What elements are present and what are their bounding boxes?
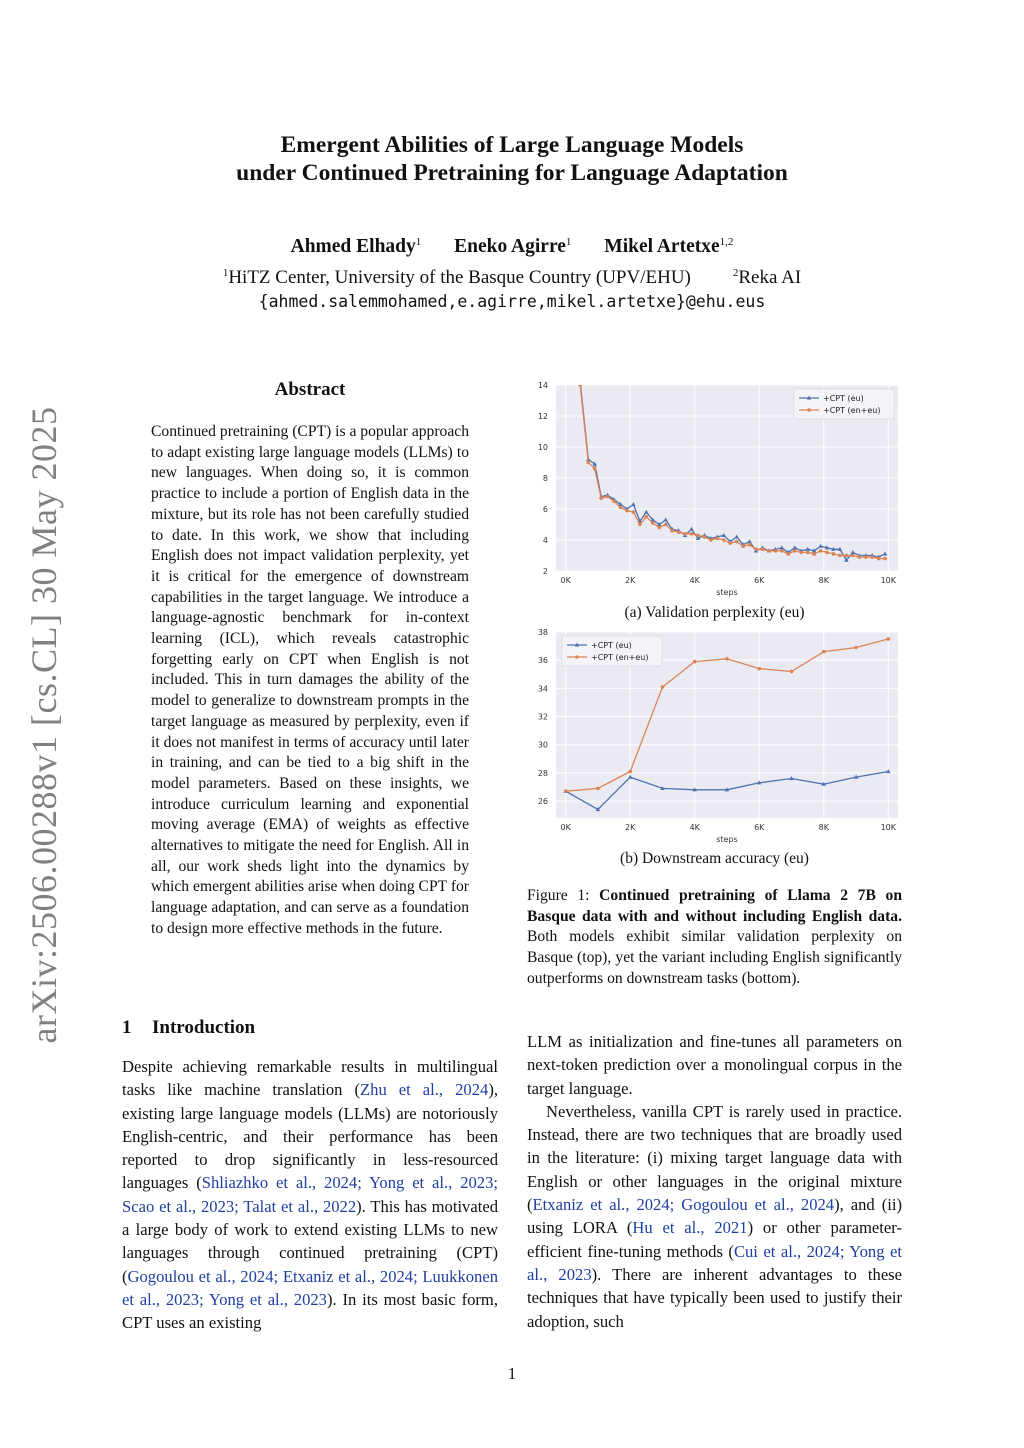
data-point bbox=[748, 543, 752, 547]
paragraph: Despite achieving remarkable results in multilingual tasks like machine translation (Zhu et al., 2024), existing large language models (LLMs) are notoriously English-centric, and their performance has been reported to drop significantly in less-resourced languages (Shliazhko et al., 2024; Yong et al., 2023; Scao et al., 2023; Talat et al., 2022). This has motivated a large body of work to extend existing LLMs to new languages through continued pretraining (CPT) (Gogoulou et al., 2024; Etxaniz et al., 2024; Luukkonen et al., 2023; Yong et al., 2023). In its most basic form, CPT uses an existing bbox=[122, 1057, 498, 1333]
x-axis-label: steps bbox=[716, 588, 738, 597]
y-tick-label: 12 bbox=[537, 412, 548, 421]
data-point bbox=[825, 551, 829, 555]
data-point bbox=[586, 461, 590, 465]
data-point bbox=[661, 685, 665, 689]
section-heading-introduction: 1 Introduction bbox=[122, 1017, 256, 1038]
citation-link[interactable]: Gogoulou et al., 2024; Etxaniz et al., 2024; Luukkonen et al., 2023; Yong et al., 2023 bbox=[122, 1266, 498, 1309]
data-point bbox=[757, 667, 761, 671]
x-tick-label: 2K bbox=[625, 823, 636, 832]
x-tick-label: 10K bbox=[880, 823, 897, 832]
author: Mikel Artetxe$^{1,2}$ bbox=[604, 236, 734, 257]
x-tick-label: 2K bbox=[625, 576, 636, 585]
x-tick-label: 10K bbox=[880, 576, 897, 585]
data-point bbox=[670, 529, 674, 533]
data-point bbox=[683, 532, 687, 536]
title-line-1: Emergent Abilities of Large Language Models bbox=[280, 132, 744, 158]
author-list bbox=[0, 229, 1024, 260]
x-tick-label: 6K bbox=[754, 823, 765, 832]
y-tick-label: 36 bbox=[537, 656, 548, 666]
data-point bbox=[703, 535, 707, 539]
paragraph: Nevertheless, vanilla CPT is rarely used in practice. Instead, there are two techniques that are broadly used in the literature: (i) mixing target language data with English or other languages in the original mixture (Etxaniz et al., 2024; Gogoulou et al., 2024), and (ii) using LORA (Hu et al., 2021) or other parameter-efficient fine-tuning methods (Cui et al., 2024; Yong et al., 2023). There are inherent advantages to these techniques that have typically been used to justify their adoption, such bbox=[527, 1101, 903, 1331]
x-tick-label: 6K bbox=[754, 576, 765, 585]
y-tick-label: 30 bbox=[537, 740, 548, 750]
data-point bbox=[664, 523, 668, 527]
x-axis-label: steps bbox=[716, 835, 738, 844]
data-point bbox=[838, 554, 842, 558]
data-point bbox=[735, 540, 739, 544]
author-block bbox=[0, 229, 1024, 313]
data-point bbox=[790, 670, 794, 674]
x-tick-label: 0K bbox=[560, 823, 571, 832]
data-point bbox=[645, 515, 649, 519]
title-line-2: under Continued Pretraining for Language Adaptation bbox=[236, 160, 788, 186]
y-tick-label: 6 bbox=[542, 505, 548, 514]
data-point bbox=[578, 380, 582, 384]
legend-marker bbox=[575, 655, 579, 659]
data-point bbox=[728, 541, 732, 545]
data-point bbox=[596, 787, 600, 791]
data-point bbox=[612, 499, 616, 503]
affiliation: $^1$HiTZ Center, University of the Basque Country (UPV/EHU) bbox=[222, 267, 691, 288]
data-point bbox=[887, 637, 891, 641]
data-point bbox=[832, 552, 836, 556]
subcaption-b: (b) Downstream accuracy (eu) bbox=[620, 850, 809, 867]
figure-caption-bold: Continued pretraining of Llama 2 7B on Basque data with and without including English data. bbox=[527, 887, 902, 925]
data-point bbox=[696, 534, 700, 538]
data-point bbox=[619, 506, 623, 510]
x-tick-label: 0K bbox=[560, 576, 571, 585]
data-point bbox=[812, 552, 816, 556]
y-tick-label: 2 bbox=[542, 567, 548, 576]
data-point bbox=[722, 538, 726, 542]
data-point bbox=[761, 548, 765, 552]
citation-link[interactable]: Shliazhko et al., 2024; Yong et al., 2023; Scao et al., 2023; Talat et al., 2022 bbox=[122, 1173, 498, 1216]
data-point bbox=[767, 549, 771, 553]
figure-caption-rest: Both models exhibit similar validation perplexity on Basque (top), yet the variant including English significantly outperforms on downstream tasks (bottom). bbox=[527, 928, 902, 987]
x-tick-label: 4K bbox=[689, 823, 700, 832]
legend-label: +CPT (en+eu) bbox=[823, 406, 881, 415]
data-point bbox=[628, 770, 632, 774]
data-point bbox=[845, 554, 849, 558]
data-point bbox=[632, 510, 636, 514]
y-tick-label: 10 bbox=[537, 443, 548, 452]
y-tick-label: 32 bbox=[537, 712, 548, 722]
affiliation: $^2$Reka AI bbox=[732, 267, 802, 288]
chart-downstream-accuracy bbox=[520, 622, 906, 844]
data-point bbox=[625, 509, 629, 513]
data-point bbox=[741, 544, 745, 548]
y-tick-label: 26 bbox=[537, 797, 548, 807]
data-point bbox=[677, 530, 681, 534]
data-point bbox=[754, 548, 758, 552]
data-point bbox=[638, 523, 642, 527]
subcaption-a: (a) Validation perplexity (eu) bbox=[624, 604, 805, 621]
arxiv-identifier: arXiv:2506.00288v1 [cs.CL] 30 May 2025 bbox=[24, 406, 64, 1044]
citation-link[interactable]: Etxaniz et al., 2024; Gogoulou et al., 2024 bbox=[532, 1195, 835, 1215]
data-point bbox=[578, 383, 582, 387]
author: Ahmed Elhady$^1$ bbox=[290, 236, 422, 257]
data-point bbox=[883, 557, 887, 561]
author-emails: {ahmed.salemmohamed,e.agirre,mikel.artetxe}@ehu.eus bbox=[258, 292, 766, 311]
data-point bbox=[822, 650, 826, 654]
page-number: 1 bbox=[507, 1364, 517, 1383]
legend-label: +CPT (eu) bbox=[823, 394, 864, 403]
y-tick-label: 14 bbox=[537, 381, 548, 390]
paper-title bbox=[0, 131, 1024, 187]
abstract-text: Continued pretraining (CPT) is a popular approach to adapt existing large language models (LLMs) to new languages. When doing so, it is common practice to include a portion of English data in the mixture, but its role has not been carefully studied to date. In this work, we show that including English does not impact validation perplexity, yet it is critical for the emergence of downstream capabilities in the target language. We introduce a language-agnostic benchmark for in-context learning (ICL), which reveals catastrophic forgetting early on CPT when English is not included. This in turn damages the ability of the model to generalize to downstream prompts in the target language as measured by perplexity, even if it does not manifest in terms of accuracy until later in training, and can be tied to a big shift in the model parameters. Based on these insights, we introduce curriculum learning and exponential moving average (EMA) of weights as effective alternatives to mitigate the need for English. All in all, our work sheds light into the dynamics by which emergent abilities arise when doing CPT for language adaptation, and can serve as a foundation to design more effective methods in the future. bbox=[151, 423, 469, 937]
y-tick-label: 38 bbox=[537, 628, 548, 637]
data-point bbox=[851, 554, 855, 558]
legend-marker bbox=[807, 408, 811, 412]
figure-label: Figure 1: bbox=[527, 887, 590, 904]
x-tick-label: 4K bbox=[689, 576, 700, 585]
data-point bbox=[877, 557, 881, 561]
data-point bbox=[693, 660, 697, 664]
chart-validation-perplexity bbox=[520, 375, 906, 597]
author: Eneko Agirre$^1$ bbox=[454, 236, 572, 257]
y-tick-label: 8 bbox=[542, 474, 548, 483]
data-point bbox=[593, 467, 597, 471]
citation-link[interactable]: Zhu et al., 2024 bbox=[360, 1080, 489, 1100]
figure-caption bbox=[527, 886, 902, 990]
citation-link[interactable]: Hu et al., 2021 bbox=[632, 1218, 748, 1238]
paragraph: LLM as initialization and fine-tunes all parameters on next-token prediction over a monolingual corpus in the target language. bbox=[527, 1032, 902, 1098]
data-point bbox=[606, 495, 610, 499]
data-point bbox=[774, 549, 778, 553]
data-point bbox=[819, 549, 823, 553]
data-point bbox=[864, 555, 868, 559]
data-point bbox=[806, 551, 810, 555]
data-point bbox=[564, 789, 568, 793]
legend-label: +CPT (eu) bbox=[591, 641, 632, 650]
data-point bbox=[599, 496, 603, 500]
data-point bbox=[870, 555, 874, 559]
intro-right-column bbox=[527, 1030, 902, 1333]
data-point bbox=[787, 552, 791, 556]
data-point bbox=[725, 657, 729, 661]
data-point bbox=[799, 551, 803, 555]
data-point bbox=[854, 646, 858, 650]
data-point bbox=[657, 526, 661, 530]
x-tick-label: 8K bbox=[818, 823, 829, 832]
affiliations bbox=[0, 260, 1024, 291]
y-tick-label: 28 bbox=[537, 768, 548, 778]
data-point bbox=[793, 549, 797, 553]
data-point bbox=[709, 538, 713, 542]
y-tick-label: 34 bbox=[537, 684, 548, 694]
data-point bbox=[716, 537, 720, 541]
citation-link[interactable]: Cui et al., 2024; Yong et al., 2023 bbox=[527, 1241, 902, 1284]
intro-left-column bbox=[122, 1055, 498, 1335]
data-point bbox=[857, 555, 861, 559]
data-point bbox=[690, 532, 694, 536]
abstract-heading: Abstract bbox=[274, 379, 346, 400]
legend-label: +CPT (en+eu) bbox=[591, 653, 649, 662]
y-tick-label: 4 bbox=[542, 536, 548, 545]
data-point bbox=[780, 549, 784, 553]
data-point bbox=[651, 521, 655, 525]
x-tick-label: 8K bbox=[818, 576, 829, 585]
